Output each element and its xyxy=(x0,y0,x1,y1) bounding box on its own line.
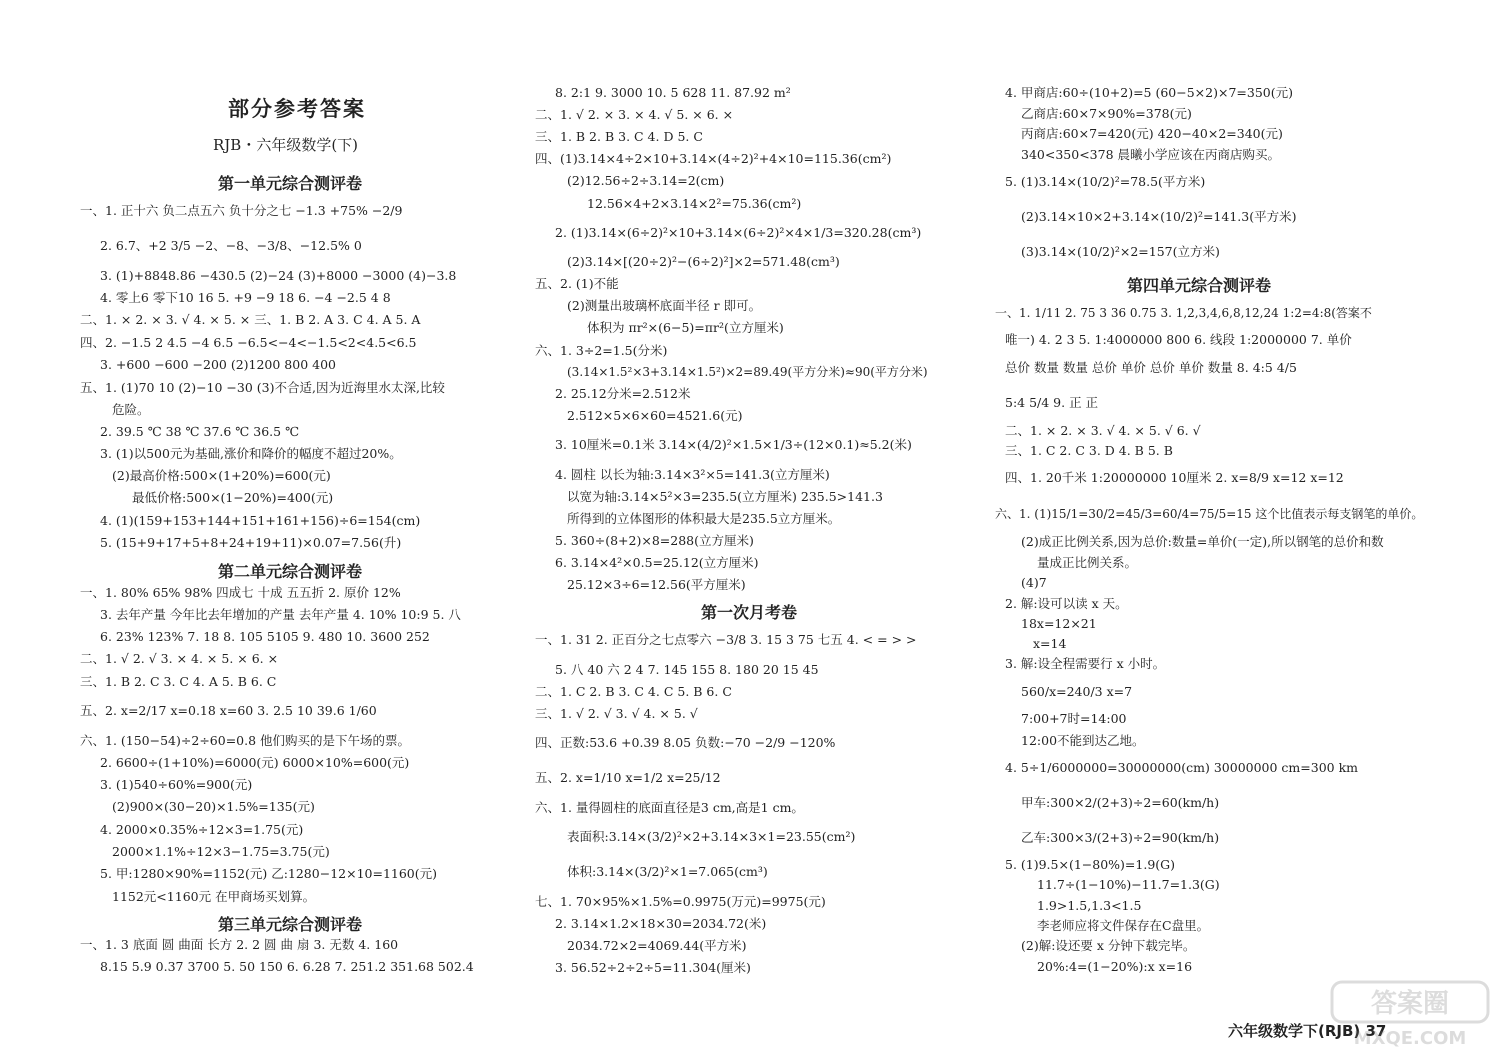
answer-line: 20%:4=(1−20%):x x=16 xyxy=(1037,959,1193,974)
answer-line: 一、1. 31 2. 正百分之七点零六 −3/8 3. 15 3 75 七五 4. < = > > xyxy=(535,632,917,647)
answer-line: 1152元<1160元 在甲商场买划算。 xyxy=(112,889,316,904)
answer-line: 乙车:300×3/(2+3)÷2=90(km/h) xyxy=(1021,830,1220,845)
answer-line: 2. 39.5 ℃ 38 ℃ 37.6 ℃ 36.5 ℃ xyxy=(100,424,300,439)
answer-line: 三、1. √ 2. √ 3. √ 4. × 5. √ xyxy=(535,706,698,721)
answer-line: 六、1. 3÷2=1.5(分米) xyxy=(535,343,668,358)
answer-line: 二、1. C 2. B 3. C 4. C 5. B 6. C xyxy=(535,684,732,699)
answer-line: 2034.72×2=4069.44(平方米) xyxy=(567,938,747,953)
answer-line: 五、2. x=2/17 x=0.18 x=60 3. 2.5 10 39.6 1/60 xyxy=(80,703,377,718)
answer-line: (3.14×1.5²×3+3.14×1.5²)×2=89.49(平方分米)≈90(平方分米) xyxy=(567,365,928,379)
answer-line: 8.15 5.9 0.37 3700 5. 50 150 6. 6.28 7. 251.2 351.68 502.4 xyxy=(100,959,474,974)
section-heading-unit2: 第二单元综合测评卷 xyxy=(218,562,363,581)
answer-line: 唯一) 4. 2 3 5. 1:4000000 800 6. 线段 1:2000000 7. 单价 xyxy=(1005,332,1352,347)
answer-line: 六、1. (150−54)÷2÷60=0.8 他们购买的是下午场的票。 xyxy=(80,733,411,748)
answer-line: 三、1. C 2. C 3. D 4. B 5. B xyxy=(1005,443,1173,458)
answer-line: 二、1. × 2. × 3. √ 4. × 5. √ 6. √ xyxy=(1005,423,1201,438)
answer-line: 11.7÷(1−10%)−11.7=1.3(G) xyxy=(1037,877,1220,892)
answer-line: 危险。 xyxy=(112,402,150,417)
answer-line: 12:00不能到达乙地。 xyxy=(1021,733,1145,748)
answer-line: (2)最高价格:500×(1+20%)=600(元) xyxy=(112,468,331,483)
answer-line: 六、1. (1)15/1=30/2=45/3=60/4=75/5=15 这个比值表示每支钢笔的单价。 xyxy=(995,507,1424,521)
answer-line: 2. 25.12分米=2.512米 xyxy=(555,386,691,401)
answer-line: 3. +600 −600 −200 (2)1200 800 400 xyxy=(100,357,336,372)
answer-line: 5. 八 40 六 2 4 7. 145 155 8. 180 20 15 45 xyxy=(555,662,819,677)
answer-line: 五、2. x=1/10 x=1/2 x=25/12 xyxy=(535,770,721,785)
answer-line: 二、1. √ 2. × 3. × 4. √ 5. × 6. × xyxy=(535,107,734,122)
answer-line: 一、1. 80% 65% 98% 四成七 十成 五五折 2. 原价 12% xyxy=(80,585,401,600)
answer-line: 8. 2:1 9. 3000 10. 5 628 11. 87.92 m² xyxy=(555,85,791,100)
answer-line: 25.12×3÷6=12.56(平方厘米) xyxy=(567,577,746,592)
answer-line: 一、1. 3 底面 圆 曲面 长方 2. 2 圆 曲 扇 3. 无数 4. 160 xyxy=(80,937,399,952)
answer-line: 总价 数量 数量 总价 单价 总价 单价 数量 8. 4:5 4/5 xyxy=(1005,360,1297,375)
answer-line: 二、1. √ 2. √ 3. × 4. × 5. × 6. × xyxy=(80,651,279,666)
answer-line: 一、1. 1/11 2. 75 3 36 0.75 3. 1,2,3,4,6,8,12,24 1:2=4:8(答案不 xyxy=(995,306,1372,320)
answer-line: 18x=12×21 xyxy=(1021,616,1097,631)
answer-line: 5. 甲:1280×90%=1152(元) 乙:1280−12×10=1160(元) xyxy=(100,866,438,881)
answer-line: 体积:3.14×(3/2)²×1=7.065(cm³) xyxy=(567,864,768,879)
answer-line: 4. 圆柱 以长为轴:3.14×3²×5=141.3(立方厘米) xyxy=(555,467,830,482)
answer-line: 三、1. B 2. B 3. C 4. D 5. C xyxy=(535,129,703,144)
answer-line: 以宽为轴:3.14×5²×3=235.5(立方厘米) 235.5>141.3 xyxy=(567,489,883,504)
answer-line: 最低价格:500×(1−20%)=400(元) xyxy=(132,490,334,505)
answer-line: 六、1. 量得圆柱的底面直径是3 cm,高是1 cm。 xyxy=(535,800,804,815)
answer-line: (2)测量出玻璃杯底面半径 r 即可。 xyxy=(567,298,762,313)
answer-line: 2000×1.1%÷12×3−1.75=3.75(元) xyxy=(112,844,330,859)
answer-line: 3. (1)以500元为基础,涨价和降价的幅度不超过20%。 xyxy=(100,446,402,461)
answer-line: 2. 3.14×1.2×18×30=2034.72(米) xyxy=(555,916,767,931)
answer-line: 2. (1)3.14×(6÷2)²×10+3.14×(6÷2)²×4×1/3=320.28(cm³) xyxy=(555,225,922,240)
watermark-logo xyxy=(1330,980,1490,1050)
answer-column-3 xyxy=(995,0,1465,1060)
section-heading-unit1: 第一单元综合测评卷 xyxy=(218,174,363,193)
answer-line: 3. 解:设全程需要行 x 小时。 xyxy=(1005,656,1166,671)
answer-line: 340<350<378 晨曦小学应该在丙商店购买。 xyxy=(1021,147,1280,162)
answer-line: 5:4 5/4 9. 正 正 xyxy=(1005,395,1099,410)
answer-line: 3. 10厘米=0.1米 3.14×(4/2)²×1.5×1/3÷(12×0.1)≈5.2(米) xyxy=(555,437,912,452)
answer-line: 五、1. (1)70 10 (2)−10 −30 (3)不合适,因为近海里水太深,比较 xyxy=(80,380,445,395)
answer-line: 七、1. 70×95%×1.5%=0.9975(万元)=9975(元) xyxy=(535,894,826,909)
answer-line: 1.9>1.5,1.3<1.5 xyxy=(1037,898,1142,913)
answer-line: 四、正数:53.6 +0.39 8.05 负数:−70 −2/9 −120% xyxy=(535,735,836,750)
page-subtitle: RJB・六年级数学(下) xyxy=(213,136,359,154)
answer-line: (2)3.14×[(20÷2)²−(6÷2)²]×2=571.48(cm³) xyxy=(567,254,840,269)
answer-line: 4. 5÷1/6000000=30000000(cm) 30000000 cm=300 km xyxy=(1005,760,1359,775)
answer-line: 3. 56.52÷2÷2÷5=11.304(厘米) xyxy=(555,960,751,975)
answer-line: 量成正比例关系。 xyxy=(1037,555,1138,570)
answer-line: 4. 甲商店:60÷(10+2)=5 (60−5×2)×7=350(元) xyxy=(1005,85,1294,100)
answer-line: 2.512×5×6×60=4521.6(元) xyxy=(567,408,743,423)
answer-line: 五、2. (1)不能 xyxy=(535,276,619,291)
answer-line: (2)3.14×10×2+3.14×(10/2)²=141.3(平方米) xyxy=(1021,209,1297,224)
answer-line: 李老师应将文件保存在C盘里。 xyxy=(1037,918,1210,933)
answer-line: 所得到的立体图形的体积最大是235.5立方厘米。 xyxy=(567,511,841,526)
answer-line: (3)3.14×(10/2)²×2=157(立方米) xyxy=(1021,244,1220,259)
answer-line: 5. (1)9.5×(1−80%)=1.9(G) xyxy=(1005,857,1176,872)
answer-line: 560/x=240/3 x=7 xyxy=(1021,684,1133,699)
answer-line: (2)解:设还要 x 分钟下载完毕。 xyxy=(1021,938,1196,953)
answer-line: 5. (15+9+17+5+8+24+19+11)×0.07=7.56(升) xyxy=(100,535,402,550)
answer-line: 7:00+7时=14:00 xyxy=(1021,711,1127,726)
answer-line: 4. 零上6 零下10 16 5. +9 −9 18 6. −4 −2.5 4 8 xyxy=(100,290,391,305)
answer-line: 乙商店:60×7×90%=378(元) xyxy=(1021,106,1192,121)
answer-line: 丙商店:60×7=420(元) 420−40×2=340(元) xyxy=(1021,126,1283,141)
page-footer: 六年级数学下(RJB) 37 xyxy=(1228,1022,1387,1040)
answer-line: x=14 xyxy=(1033,636,1067,651)
answer-line: 四、(1)3.14×4÷2×10+3.14×(4÷2)²+4×10=115.36(cm²) xyxy=(535,151,892,166)
section-heading-unit3: 第三单元综合测评卷 xyxy=(218,915,363,934)
answer-line: 二、1. × 2. × 3. √ 4. × 5. × 三、1. B 2. A 3. C 4. A 5. A xyxy=(80,312,421,327)
answer-line: 4. (1)(159+153+144+151+161+156)÷6=154(cm) xyxy=(100,513,421,528)
answer-line: 一、1. 正十六 负二点五六 负十分之七 −1.3 +75% −2/9 xyxy=(80,203,403,218)
answer-line: 3. 去年产量 今年比去年增加的产量 去年产量 4. 10% 10:9 5. 八 xyxy=(100,607,461,622)
answer-line: 3. (1)540÷60%=900(元) xyxy=(100,777,253,792)
section-heading-monthly-exam: 第一次月考卷 xyxy=(701,603,798,622)
answer-line: 四、2. −1.5 2 4.5 −4 6.5 −6.5<−4<−1.5<2<4.5<6.5 xyxy=(80,335,417,350)
answer-line: 三、1. B 2. C 3. C 4. A 5. B 6. C xyxy=(80,674,277,689)
answer-line: 2. 6.7、+2 3/5 −2、−8、−3/8、−12.5% 0 xyxy=(100,238,362,253)
answer-line: 5. 360÷(8+2)×8=288(立方厘米) xyxy=(555,533,754,548)
answer-line: 3. (1)+8848.86 −430.5 (2)−24 (3)+8000 −3000 (4)−3.8 xyxy=(100,268,457,283)
answer-column-1 xyxy=(80,0,520,1060)
answer-line: 12.56×4+2×3.14×2²=75.36(cm²) xyxy=(587,196,802,211)
answer-line: 6. 3.14×4²×0.5=25.12(立方厘米) xyxy=(555,555,759,570)
answer-line: (2)12.56÷2÷3.14=2(cm) xyxy=(567,173,725,188)
section-heading-unit4: 第四单元综合测评卷 xyxy=(1127,276,1272,295)
answer-line: (4)7 xyxy=(1021,575,1047,590)
svg-text:答案圈: 答案圈 xyxy=(1370,989,1450,1019)
answer-line: 4. 2000×0.35%÷12×3=1.75(元) xyxy=(100,822,304,837)
answer-line: 2. 解:设可以读 x 天。 xyxy=(1005,596,1128,611)
answer-line: (2)成正比例关系,因为总价:数量=单价(一定),所以钢笔的总价和数 xyxy=(1021,534,1384,549)
answer-line: 5. (1)3.14×(10/2)²=78.5(平方米) xyxy=(1005,174,1206,189)
answer-line: (2)900×(30−20)×1.5%=135(元) xyxy=(112,799,315,814)
answer-line: 体积为 πr²×(6−5)=πr²(立方厘米) xyxy=(587,320,784,335)
svg-text:MXQE.COM: MXQE.COM xyxy=(1353,1028,1467,1049)
answer-line: 2. 6600÷(1+10%)=6000(元) 6000×10%=600(元) xyxy=(100,755,410,770)
answer-column-2 xyxy=(535,0,990,1060)
answer-line: 6. 23% 123% 7. 18 8. 105 5105 9. 480 10. 3600 252 xyxy=(100,629,430,644)
page-title: 部分参考答案 xyxy=(228,97,366,121)
answer-line: 四、1. 20千米 1:20000000 10厘米 2. x=8/9 x=12 x=12 xyxy=(1005,470,1344,485)
answer-line: 甲车:300×2/(2+3)÷2=60(km/h) xyxy=(1021,795,1220,810)
answer-line: 表面积:3.14×(3/2)²×2+3.14×3×1=23.55(cm²) xyxy=(567,829,856,844)
